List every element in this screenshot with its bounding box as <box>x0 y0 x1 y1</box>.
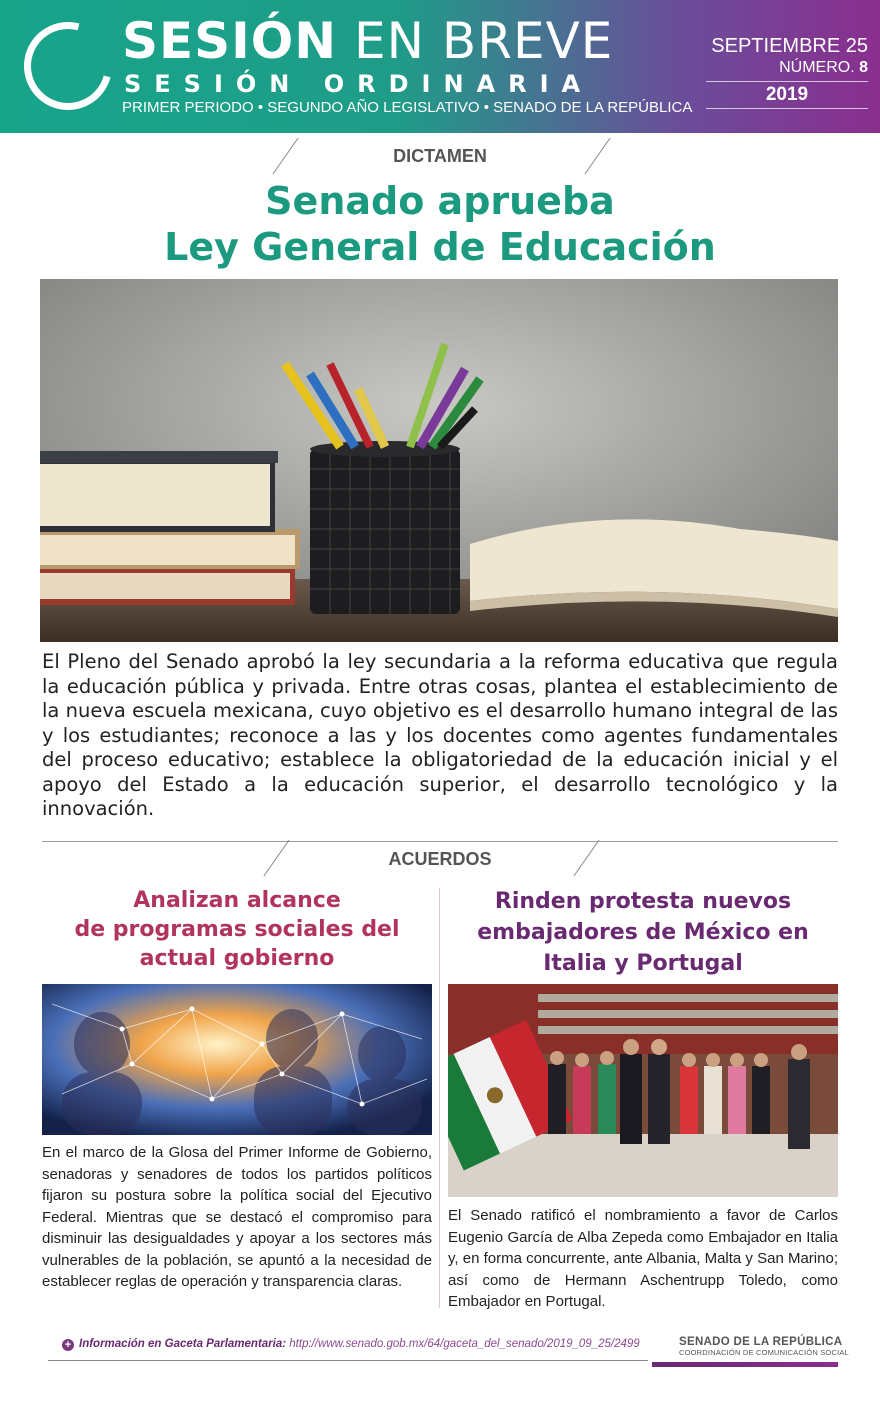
section-label-dictamen: DICTAMEN <box>393 146 487 166</box>
plus-circle-icon: + <box>62 1339 74 1351</box>
org-unit: COORDINACIÓN DE COMUNICACIÓN SOCIAL <box>679 1348 849 1357</box>
org-name: SENADO DE LA REPÚBLICA <box>679 1336 843 1348</box>
article-body-embajadores: El Senado ratificó el nombramiento a favor de Carlos Eugenio García de Alba Zepeda como Embajador en Italia y, en forma concurrente, ante Albania, Malta y San Marino; así como de Hermann Aschentrupp Toledo, como Embajador en Portugal. <box>448 1207 838 1310</box>
bulletin-title: SESIÓN EN BREVE <box>122 12 614 70</box>
gaceta-info: + Información en Gaceta Parlamentaria: http://www.senado.gob.mx/64/gaceta_del_senado/2019_09_25/2499 <box>62 1338 640 1351</box>
section-label-acuerdos: ACUERDOS <box>388 849 492 869</box>
section-divider <box>42 841 838 842</box>
dictamen-body: El Pleno del Senado aprobó la ley secundaria a la reforma educativa que regula la educación pública y privada. Entre otras cosas, plantea el establecimiento de la nueva escuela mexicana, cuyo objetivo es el desarrollo humano integral de las y los estudiantes; reconoce a las y los docentes como agentes fundamentales del proceso educativo; establece la obligatoriedad de la educación inicial y el apoyo del Estado a la educación superior, el desarrollo tecnológico y la innovación. <box>42 650 838 820</box>
article-body-programas: En el marco de la Glosa del Primer Informe de Gobierno, senadoras y senadores de todos los partidos políticos fijaron su postura sobre la política social del Ejecutivo Federal. Mientras que se destacó el compromiso para disminuir las desigualdades y apoyar a los sectores más vulnerables de la población, se apuntó a la necesidad de establecer reglas de operación y transparencia claras. <box>42 1144 432 1290</box>
footer-accent-bar <box>652 1362 838 1367</box>
column-separator <box>439 888 440 1308</box>
header-banner <box>0 0 880 133</box>
network-people-photo <box>42 984 432 1135</box>
article-title-embajadores: Rinden protesta nuevos embajadores de México en Italia y Portugal <box>477 889 809 976</box>
issue-date-block <box>706 34 868 109</box>
logo-ring-icon <box>8 6 128 126</box>
bulletin-subtitle: SESIÓN ORDINARIA <box>124 70 594 98</box>
article-title-programas: Analizan alcance de programas sociales del actual gobierno <box>74 888 400 971</box>
legislative-period: PRIMER PERIODO • SEGUNDO AÑO LEGISLATIVO • SENADO DE LA REPÚBLICA <box>122 99 693 116</box>
hero-photo <box>40 279 838 642</box>
footer-org <box>679 1336 849 1357</box>
network-people-icon <box>42 984 432 1135</box>
issue-year: 2019 <box>706 82 868 109</box>
gaceta-link[interactable]: http://www.senado.gob.mx/64/gaceta_del_senado/2019_09_25/2499 <box>289 1338 640 1350</box>
senate-chamber-icon <box>448 984 838 1197</box>
senate-chamber-photo <box>448 984 838 1197</box>
books-pencil-holder-icon <box>40 279 838 642</box>
issue-date: SEPTIEMBRE 25 <box>711 35 868 57</box>
headline: Senado aprueba Ley General de Educación <box>164 179 716 269</box>
issue-number: NÚMERO. 8 <box>706 58 868 82</box>
